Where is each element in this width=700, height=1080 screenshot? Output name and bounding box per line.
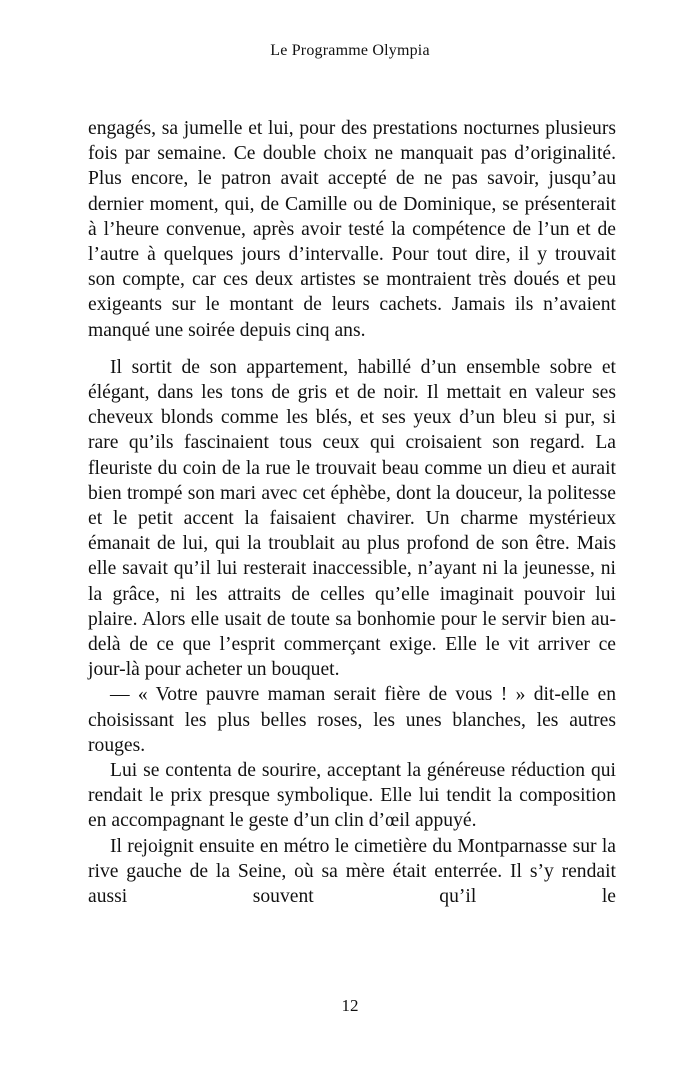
running-header: Le Programme Olympia	[270, 42, 430, 59]
page-number: 12	[341, 996, 359, 1015]
body-text	[88, 116, 616, 909]
paragraph: Il sortit de son appartement, habillé d’un ensemble sobre et élégant, dans les tons de gris et de noir. Il mettait en valeur ses cheveux blonds comme les blés, et ses yeux d’un bleu si pur, si rare qu’ils fascinaient tous ceux qui croisaient son regard. La fleuriste du coin de la rue le trouvait beau comme un dieu et aurait bien trompé son mari avec cet éphèbe, dont la douceur, la politesse et le petit accent la faisaient chavirer. Un charme mystérieux émanait de lui, qui la troublait au plus profond de son être. Mais elle savait qu’il lui resterait inaccessible, n’ayant ni la jeunesse, ni la grâce, ni les attraits de celles qu’elle imaginait pouvoir lui plaire. Alors elle usait de toute sa bonhomie pour le servir bien au-delà de ce que l’esprit commerçant exige. Elle le vit arriver ce jour-là pour acheter un bouquet.	[88, 356, 616, 681]
paragraph-continued: engagés, sa jumelle et lui, pour des prestations nocturnes plusieurs fois par semaine. Ce double choix ne manquait pas d’originalité. Plus encore, le patron avait accepté de ne pas savoir, jusqu’au dernier moment, qui, de Camille ou de Dominique, se présenterait à l’heure convenue, après avoir testé la compétence de l’un et de l’autre à quelques jours d’intervalle. Pour tout dire, il y trouvait son compte, car ces deux artistes se montraient très doués et peu exigeants sur le montant de leurs cachets. Jamais ils n’avaient manqué une soirée depuis cinq ans.	[88, 118, 616, 341]
paragraph: Lui se contenta de sourire, acceptant la généreuse réduction qui rendait le prix presque symbolique. Elle lui tendit la composition en accompagnant le geste d’un clin d’œil appuyé.	[88, 760, 616, 832]
paragraph-continues: Il rejoignit ensuite en métro le cimetière du Montparnasse sur la rive gauche de la Seine, où sa mère était enterrée. Il s’y rendait aussi souvent qu’il le	[88, 835, 616, 908]
dialogue-paragraph: — « Votre pauvre maman serait fière de vous ! » dit-elle en choisissant les plus belles roses, les unes blanches, les autres rouges.	[88, 684, 616, 756]
